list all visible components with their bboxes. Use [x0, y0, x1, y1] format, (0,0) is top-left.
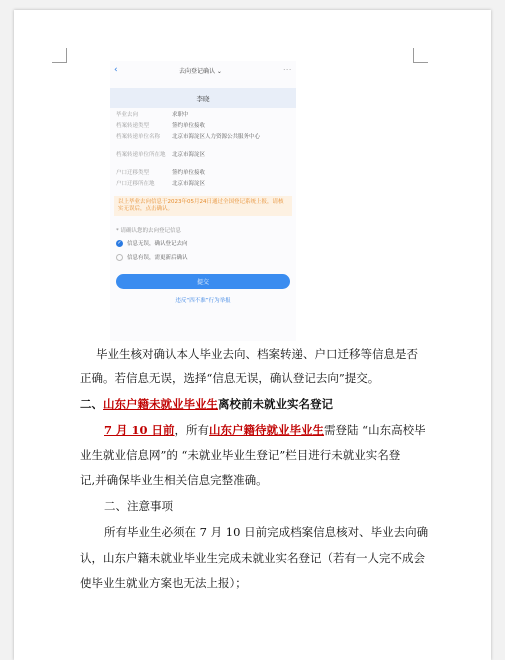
info-rows	[110, 108, 296, 190]
option-correct[interactable]	[110, 236, 296, 250]
para1-line2: 正确。若信息无误，选择“信息无误，确认登记去向”提交。	[80, 371, 380, 385]
info-row: 档案转递单位所在地 北京市海淀区	[116, 152, 206, 158]
back-arrow-icon[interactable]: ‹	[114, 65, 118, 75]
para3-line3: 使毕业生就业方案也无法上报）；	[80, 576, 247, 590]
para2-line3: 记,并确保毕业生相关信息完整准确。	[80, 473, 268, 487]
section3-heading: 二、注意事项	[104, 499, 173, 513]
student-name: 李晓	[110, 88, 296, 108]
confirm-question: * 请确认您的去向登记信息	[116, 228, 181, 234]
embedded-app-screenshot	[110, 61, 296, 341]
para2-line2: 业生就业信息网”的 “未就业毕业生登记”栏目进行未就业实名登	[80, 448, 401, 462]
crop-mark-top-right	[413, 48, 428, 63]
para3-line2: 认，山东户籍未就业毕业生完成未就业实名登记（若有一人完不成会	[80, 551, 425, 565]
option-incorrect[interactable]	[110, 250, 296, 264]
para2-line1: 7 月 10 日前，所有山东户籍待就业毕业生需登陆 “山东高校毕	[104, 423, 426, 437]
app-header	[110, 61, 296, 79]
option-label: 信息无误，确认登记去向	[127, 241, 188, 247]
crop-mark-top-left	[52, 48, 67, 63]
info-row: 档案转递单位名称 北京市海淀区人力资源公共服务中心	[116, 134, 261, 140]
option-label: 信息有误，需更新后确认	[127, 255, 188, 261]
info-row: 毕业去向 求职中	[116, 112, 189, 118]
para1-line1: 毕业生核对确认本人毕业去向、档案转递、户口迁移等信息是否	[96, 347, 418, 361]
submit-button[interactable]: 提交	[116, 274, 290, 289]
app-header-title: 去向登记确认 ⌄	[178, 67, 222, 75]
radio-unchecked-icon[interactable]	[116, 254, 123, 261]
section2-heading: 二、山东户籍未就业毕业生离校前未就业实名登记	[80, 397, 333, 411]
notice-banner: 以上毕业去向信息于2023年05月24日通过全国登记系统上报，请核实无误后，点击确认。	[114, 196, 292, 216]
more-icon[interactable]: ···	[283, 66, 292, 74]
para3-line1: 所有毕业生必须在 7 月 10 日前完成档案信息核对、毕业去向确	[104, 525, 429, 539]
info-row: 户口迁移类型 签约单位接收	[116, 170, 206, 176]
info-row: 档案转递类型 签约单位接收	[116, 123, 206, 129]
report-link[interactable]: 违反“四不准”行为举报	[175, 298, 231, 304]
info-row: 户口迁移所在地 北京市海淀区	[116, 181, 206, 187]
radio-checked-icon[interactable]: ✓	[117, 240, 122, 246]
